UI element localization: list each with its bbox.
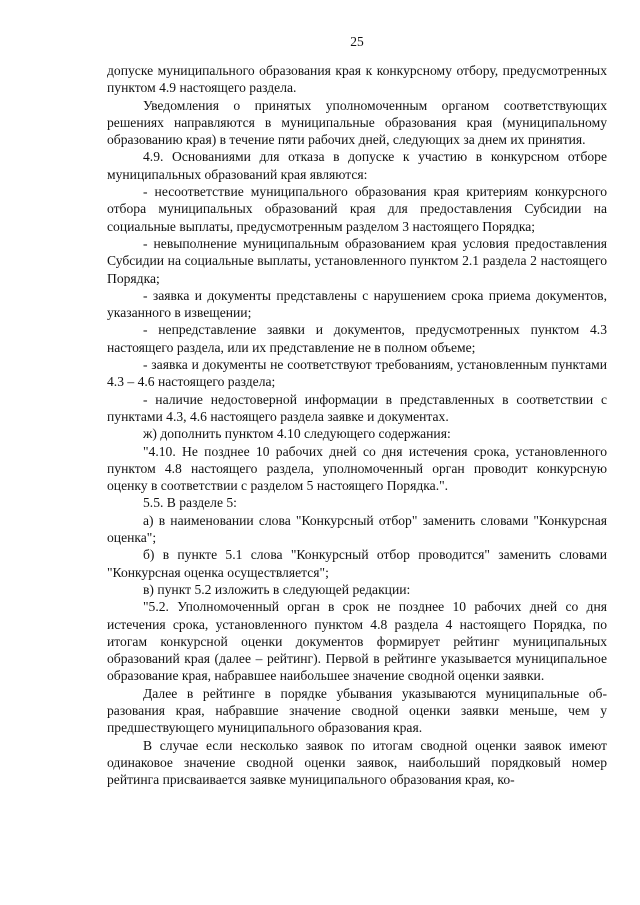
paragraph: а) в наименовании слова "Конкурсный отбор" заменить словами "Конкурсная оценка"; xyxy=(107,512,607,546)
paragraph: ж) дополнить пунктом 4.10 следующего содержания: xyxy=(143,426,451,442)
paragraph: б) в пункте 5.1 слова "Конкурсный отбор проводится" заменить словами "Конкурсная оценка осуществляется"; xyxy=(107,547,607,580)
paragraph: 5.5. В разделе 5: xyxy=(143,495,237,511)
paragraph: "4.10. Не позднее 10 рабочих дней со дня истечения срока, установленного пунктом 4.8 настоящего раздела, уполномоченный орган проводит конкурсную оценку в соответствии с разделом 5 настоящего Порядка.". xyxy=(107,443,607,494)
paragraph: допуске муниципального образования края к конкурсному отбору, предусмотренных пунктом 4.9 настоящего раздела. xyxy=(107,63,607,96)
page-number: 25 xyxy=(350,34,364,49)
list-item: - заявка и документы не соответствуют требованиям, установленным пунктами 4.3 – 4.6 настоящего раздела; xyxy=(107,357,607,390)
paragraph: в) пункт 5.2 изложить в следующей редакции: xyxy=(143,581,411,597)
list-item: - несоответствие муниципального образования края критериям конкурсного отбора муниципальных образований края для предоставления Субсидии на социальные выплаты, предусмотренным разделом 3 настоящего Порядка; xyxy=(107,184,607,234)
paragraph: "5.2. Уполномоченный орган в срок не позднее 10 рабочих дней со дня истечения срока, установленного пунктом 4.8 раздела 4 настоящего Порядка, по итогам конкурсной оценки документов формирует рейтинг муниципальных образований края (далее – рейтинг). Первой в рейтинге указывается муниципальное образование края, набравшее наибольшее значение сводной оценки заявки. xyxy=(107,599,607,684)
document-page xyxy=(107,34,607,788)
paragraph: Далее в рейтинге в порядке убывания указываются муниципальные образования края, набравшие значение сводной оценки заявки меньше, чем у предшествующего муниципального образования края. xyxy=(107,685,607,736)
list-item: - невыполнение муниципальным образованием края условия предоставления Субсидии на социальные выплаты, установленного пунктом 2.1 раздела 2 настоящего Порядка; xyxy=(107,235,607,286)
paragraph: 4.9. Основаниями для отказа в допуске к участию в конкурсном отборе муниципальных образований края являются: xyxy=(107,149,607,182)
list-item: - наличие недостоверной информации в представленных в соответствии с пунктами 4.3, 4.6 настоящего раздела заявке и документах. xyxy=(107,391,607,424)
list-item: - непредставление заявки и документов, предусмотренных пунктом 4.3 настоящего раздела, или их представление не в полном объеме; xyxy=(107,322,607,355)
list-item: - заявка и документы представлены с нарушением срока приема документов, указанного в извещении; xyxy=(107,287,607,321)
paragraph: Уведомления о принятых уполномоченным органом соответствующих решениях направляются в муниципальные образования края (муниципальному образованию края) в течение пяти рабочих дней, следующих за днем их принятия. xyxy=(107,97,607,148)
paragraph: В случае если несколько заявок по итогам сводной оценки заявок имеют одинаковое значение сводной оценки заявок, наибольший порядковый номер рейтинга присваивается заявке муниципального образования края, ко- xyxy=(107,737,607,788)
